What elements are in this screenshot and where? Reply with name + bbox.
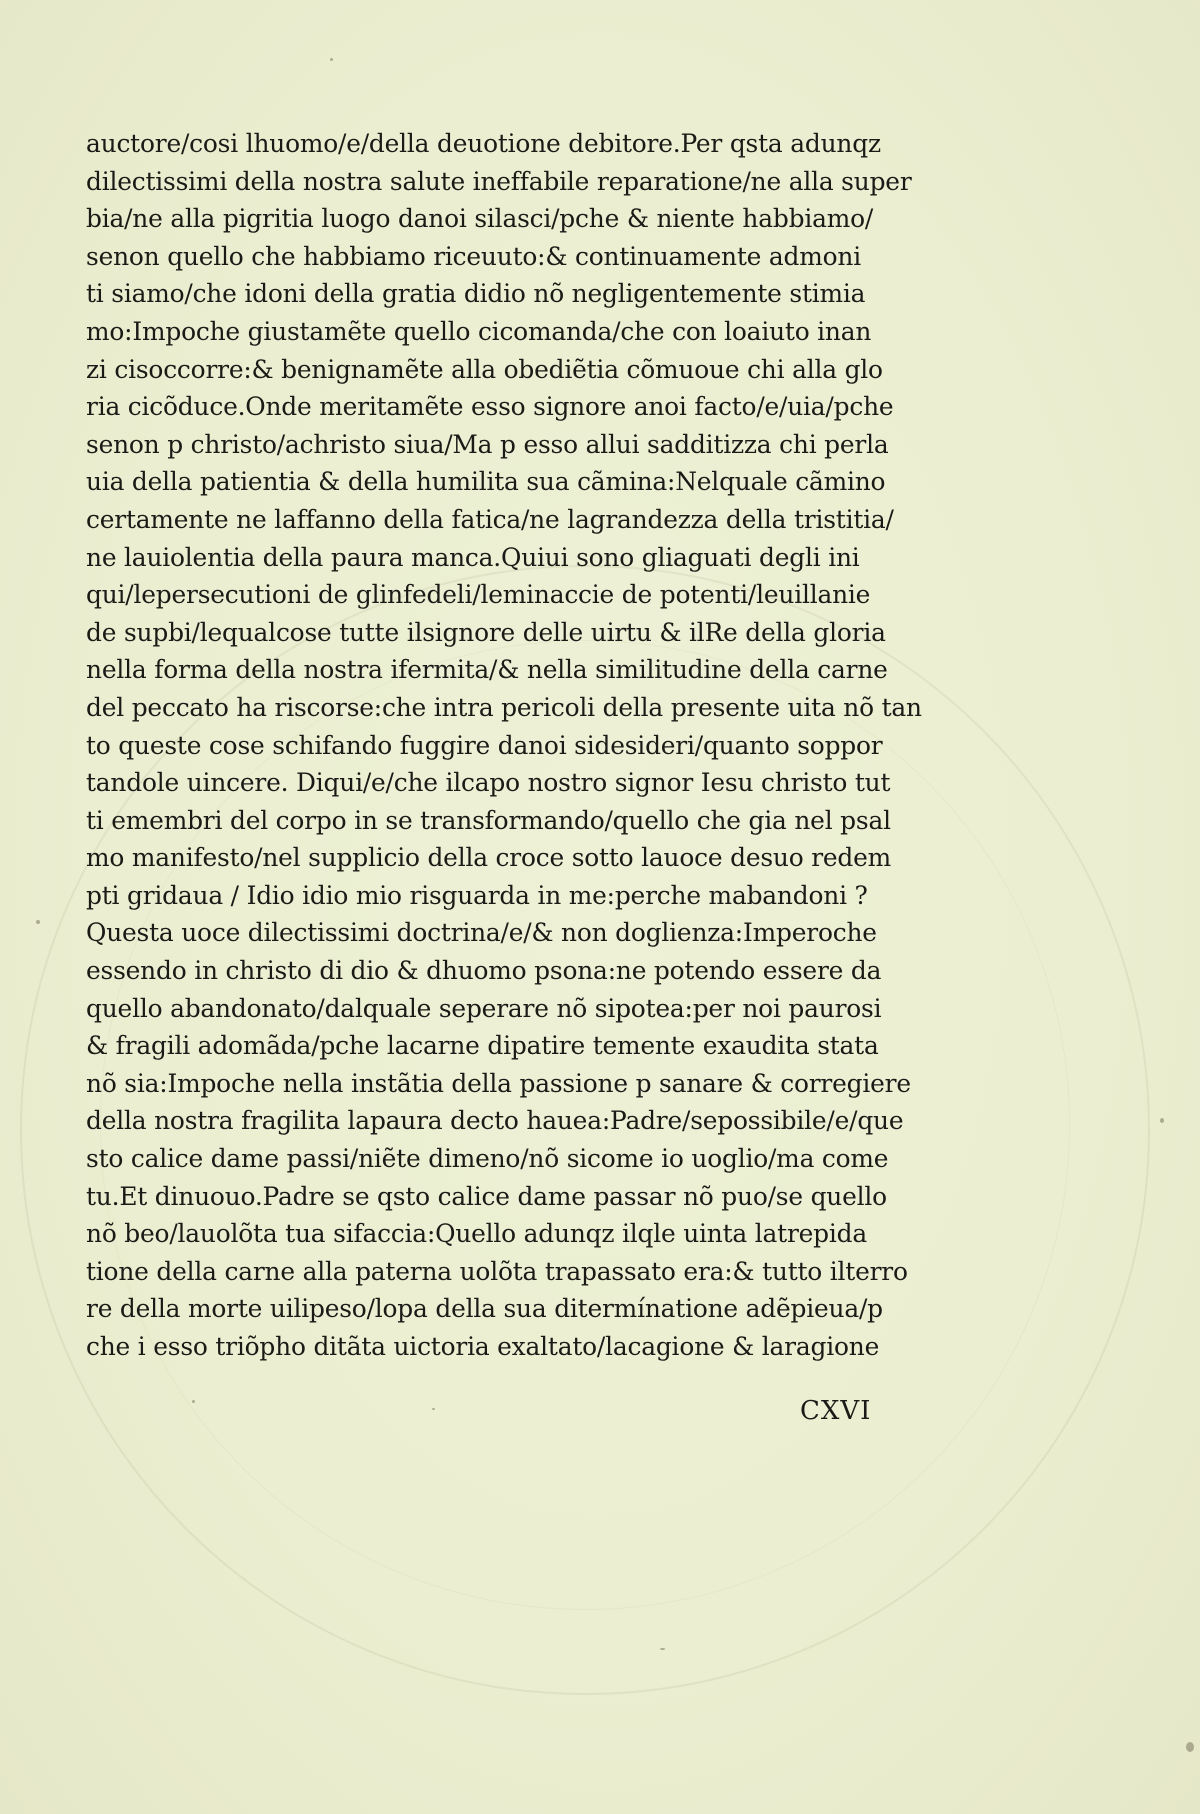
text-line: to queste cose schifando fuggire danoi sidesideri/quanto soppor (86, 730, 883, 760)
paper-speck (1160, 1118, 1164, 1123)
paper-speck (1186, 1742, 1194, 1752)
text-line: de supbi/lequalcose tutte ilsignore delle uirtu & ilRe della gloria (86, 617, 886, 647)
text-line: Questa uoce dilectissimi doctrina/e/& non doglienza:Imperoche (86, 918, 877, 948)
text-line: bia/ne alla pigritia luogo danoi silasci/pche & niente habbiamo/ (86, 204, 874, 234)
text-line: qui/lepersecutioni de glinfedeli/leminaccie de potenti/leuillanie (86, 580, 871, 610)
text-line: senon quello che habbiamo riceuuto:& continuamente admoni (86, 241, 862, 271)
text-line: mo manifesto/nel supplicio della croce sotto lauoce desuo redem (86, 843, 892, 873)
text-line: che i esso triõpho ditãta uictoria exaltato/lacagione & laragione (86, 1332, 880, 1361)
text-line: tandole uincere. Diqui/e/che ilcapo nostro signor Iesu christo tut (86, 768, 891, 798)
text-line: pti gridaua / Idio idio mio risguarda in me:perche mabandoni ? (86, 880, 868, 910)
text-line: del peccato ha riscorse:che intra pericoli della presente uita nõ tan (86, 692, 922, 722)
text-line: ti emembri del corpo in se transformando/quello che gia nel psal (86, 805, 891, 835)
text-line: senon p christo/achristo siua/Ma p esso allui sadditizza chi perla (86, 429, 889, 459)
paper-speck (36, 920, 40, 924)
text-line: tione della carne alla paterna uolõta trapassato era:& tutto ilterro (86, 1256, 908, 1286)
paper-speck (432, 1408, 435, 1410)
paper-speck (192, 1400, 195, 1403)
text-line: ne lauiolentia della paura manca.Quiui sono gliaguati degli ini (86, 542, 860, 572)
text-line: nõ beo/lauolõta tua sifaccia:Quello adunqz ilqle uinta latrepida (86, 1219, 867, 1249)
text-line: & fragili adomãda/pche lacarne dipatire temente exaudita stata (86, 1031, 879, 1061)
text-line: nella forma della nostra ifermita/& nella similitudine della carne (86, 655, 888, 685)
text-line: essendo in christo di dio & dhuomo psona:ne potendo essere da (86, 956, 882, 986)
text-line: zi cisoccorre:& benignamẽte alla obediẽtia cõmuoue chi alla glo (86, 354, 883, 384)
text-line: ria cicõduce.Onde meritamẽte esso signore anoi facto/e/uia/pche (86, 392, 894, 422)
text-line: della nostra fragilita lapaura decto hauea:Padre/sepossibile/e/que (86, 1106, 904, 1136)
text-line: nõ sia:Impoche nella instãtia della passione p sanare & corregiere (86, 1068, 911, 1098)
text-line: uia della patientia & della humilita sua cãmina:Nelquale cãmino (86, 467, 886, 497)
text-line: tu.Et dinuouo.Padre se qsto calice dame passar nõ puo/se quello (86, 1181, 887, 1211)
text-line: re della morte uilipeso/lopa della sua ditermínatione adẽpieua/p (86, 1294, 883, 1324)
text-line: certamente ne laffanno della fatica/ne lagrandezza della tristitia/ (86, 504, 894, 534)
body-text (86, 125, 926, 1366)
text-line: quello abandonato/dalquale seperare nõ sipotea:per noi paurosi (86, 993, 882, 1023)
text-line: mo:Impoche giustamẽte quello cicomanda/che con loaiuto inan (86, 316, 872, 346)
text-line: ti siamo/che idoni della gratia didio nõ negligentemente stimia (86, 279, 866, 309)
text-line: dilectissimi della nostra salute ineffabile reparatione/ne alla super (86, 166, 912, 196)
paper-speck (660, 1648, 665, 1650)
text-line: auctore/cosi lhuomo/e/della deuotione debitore.Per qsta adunqz (86, 129, 881, 158)
folio-number: CXVI (800, 1396, 872, 1426)
text-line: sto calice dame passi/niẽte dimeno/nõ sicome io uoglio/ma come (86, 1144, 889, 1174)
paper-speck (330, 58, 333, 61)
